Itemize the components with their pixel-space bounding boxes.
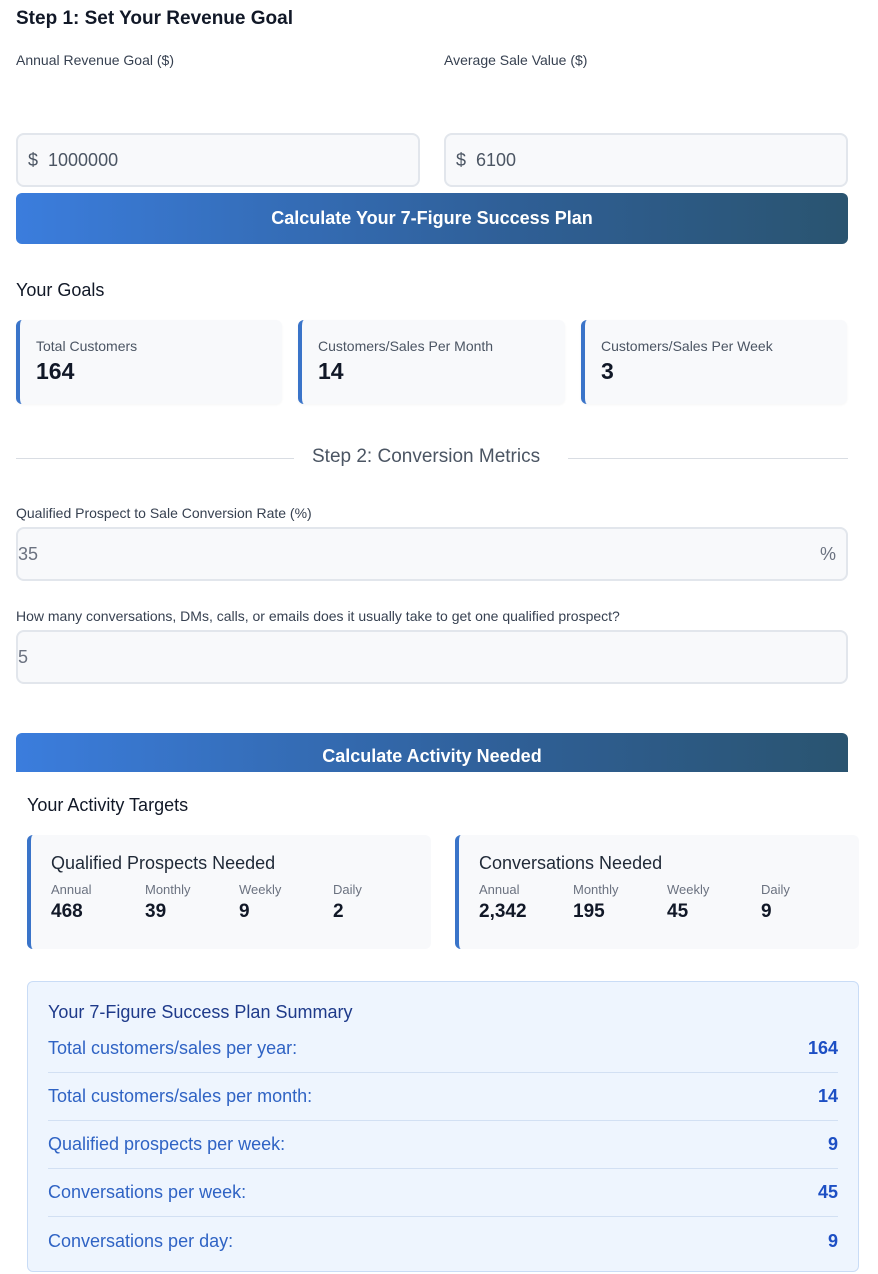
conversations-label: How many conversations, DMs, calls, or emails does it usually take to get one qualified prospect?	[16, 608, 620, 624]
summary-row	[48, 1121, 838, 1169]
prospects-daily	[333, 882, 427, 923]
stat-label: Monthly	[573, 882, 619, 897]
stat-value: 9	[239, 901, 250, 922]
prospects-weekly	[239, 882, 333, 923]
conversations-needed-card	[455, 835, 859, 949]
dollar-prefix: $	[456, 149, 467, 170]
stat-value: 9	[761, 901, 772, 922]
sale-value-input[interactable]	[444, 133, 848, 187]
summary-row	[48, 1073, 838, 1121]
stat-value: 468	[51, 901, 83, 922]
stat-label: Monthly	[145, 882, 191, 897]
goal-card-label: Total Customers	[36, 338, 138, 354]
stat-value: 2,342	[479, 901, 527, 922]
goal-card-value: 3	[601, 358, 614, 384]
goal-card-value: 164	[36, 358, 75, 384]
summary-row	[48, 1217, 838, 1265]
conversations-annual	[479, 882, 573, 923]
prospects-needed-title: Qualified Prospects Needed	[51, 853, 276, 873]
divider-right	[568, 458, 848, 459]
summary-row-label: Qualified prospects per week:	[48, 1134, 286, 1154]
summary-row-label: Conversations per week:	[48, 1182, 247, 1202]
summary-row-label: Conversations per day:	[48, 1230, 234, 1251]
success-plan-summary	[27, 981, 859, 1272]
revenue-goal-input[interactable]	[16, 133, 420, 187]
dollar-prefix: $	[28, 149, 39, 170]
conversations-value: 5	[18, 646, 29, 667]
step1-title: Step 1: Set Your Revenue Goal	[16, 8, 293, 29]
stat-value: 39	[145, 901, 167, 922]
revenue-goal-label: Annual Revenue Goal ($)	[16, 52, 174, 68]
conversion-rate-label: Qualified Prospect to Sale Conversion Rate (%)	[16, 505, 312, 521]
summary-row-value: 14	[817, 1086, 838, 1106]
prospects-needed-card	[27, 835, 431, 949]
summary-row-value: 9	[827, 1230, 838, 1251]
prospects-monthly	[145, 882, 239, 923]
goal-card-per-month	[298, 320, 565, 404]
summary-row	[48, 1025, 838, 1073]
goal-card-label: Customers/Sales Per Week	[601, 338, 773, 354]
stat-value: 2	[333, 901, 344, 922]
goal-card-total-customers	[16, 320, 282, 404]
stat-label: Annual	[479, 882, 520, 897]
goal-card-value: 14	[318, 358, 344, 384]
conversations-input[interactable]	[16, 630, 848, 684]
conversations-needed-title: Conversations Needed	[479, 853, 663, 873]
summary-row-label: Total customers/sales per year:	[48, 1038, 298, 1058]
stat-label: Weekly	[667, 882, 710, 897]
summary-row-label: Total customers/sales per month:	[48, 1086, 313, 1106]
conversion-rate-value: 35	[18, 543, 39, 564]
stat-value: 45	[667, 901, 689, 922]
prospects-annual	[51, 882, 145, 923]
summary-title: Your 7-Figure Success Plan Summary	[48, 1002, 353, 1022]
stat-label: Daily	[761, 882, 790, 897]
activity-heading: Your Activity Targets	[27, 795, 189, 815]
conversion-rate-input[interactable]	[16, 527, 848, 581]
goals-heading: Your Goals	[16, 280, 105, 300]
stat-label: Weekly	[239, 882, 282, 897]
conversations-daily	[761, 882, 855, 923]
sale-value-value: 6100	[476, 149, 517, 170]
divider-left	[16, 458, 294, 459]
conversations-weekly	[667, 882, 761, 923]
stat-label: Daily	[333, 882, 362, 897]
calculate-success-plan-button[interactable]: Calculate Your 7-Figure Success Plan	[16, 193, 848, 244]
revenue-goal-value: 1000000	[48, 149, 119, 170]
stat-label: Annual	[51, 882, 92, 897]
calculate-activity-button[interactable]: Calculate Activity Needed	[16, 733, 848, 772]
sale-value-label: Average Sale Value ($)	[444, 52, 588, 68]
summary-row-value: 45	[817, 1182, 838, 1202]
percent-suffix: %	[820, 544, 837, 564]
summary-row-value: 9	[827, 1134, 838, 1154]
summary-row-value: 164	[807, 1038, 838, 1058]
goal-card-label: Customers/Sales Per Month	[318, 338, 494, 354]
step2-title: Step 2: Conversion Metrics	[312, 446, 541, 467]
conversations-monthly	[573, 882, 667, 923]
summary-row	[48, 1169, 838, 1217]
goal-card-per-week	[581, 320, 847, 404]
stat-value: 195	[573, 901, 605, 922]
